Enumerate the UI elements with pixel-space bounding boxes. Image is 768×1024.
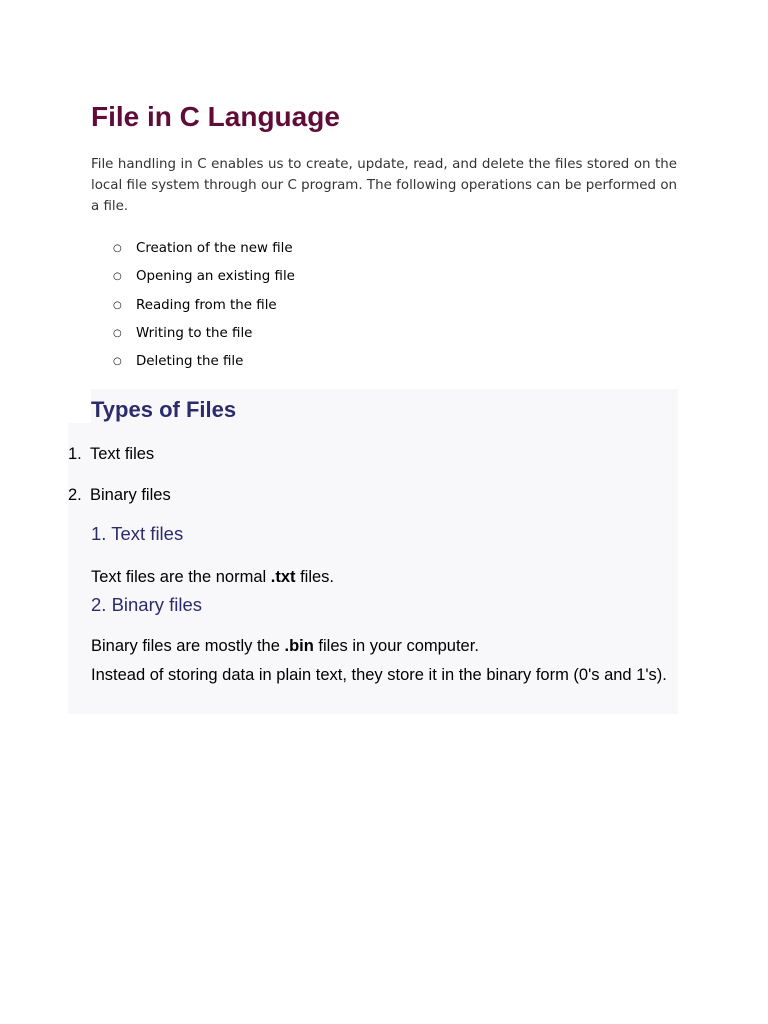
circle-bullet-icon: ○ bbox=[113, 271, 122, 283]
txt-extension: .txt bbox=[270, 568, 296, 586]
text-files-heading: 1. Text files bbox=[91, 523, 184, 544]
operations-list bbox=[91, 235, 677, 376]
intro-paragraph: File handling in C enables us to create, update, read, and delete the files stored on the local file system through our C program. The following operations can be performed on a file. bbox=[91, 157, 677, 214]
binary-files-heading: 2. Binary files bbox=[91, 594, 203, 615]
circle-bullet-icon: ○ bbox=[113, 299, 122, 311]
binary-files-description: Binary files are mostly the .bin files in your computer. bbox=[91, 637, 479, 655]
list-number: 2. bbox=[68, 485, 82, 504]
circle-bullet-icon: ○ bbox=[113, 327, 122, 339]
list-label: Binary files bbox=[90, 485, 171, 504]
types-heading: Types of Files bbox=[91, 397, 237, 422]
list-number: 1. bbox=[68, 445, 82, 463]
list-item: ○ Creation of the new file bbox=[91, 235, 677, 263]
list-item: ○ Opening an existing file bbox=[91, 263, 677, 291]
list-item: ○ Reading from the file bbox=[91, 292, 677, 320]
circle-bullet-icon: ○ bbox=[113, 356, 122, 368]
bin-extension: .bin bbox=[284, 637, 314, 655]
list-item: ○ Deleting the file bbox=[91, 348, 677, 376]
binary-files-detail: Instead of storing data in plain text, they store it in the binary form (0's and 1's). bbox=[91, 666, 667, 684]
page-title: File in C Language bbox=[91, 101, 340, 132]
circle-bullet-icon: ○ bbox=[113, 243, 122, 254]
text-files-description: Text files are the normal .txt files. bbox=[91, 568, 335, 586]
list-item: ○ Writing to the file bbox=[91, 320, 677, 348]
list-label: Text files bbox=[90, 445, 155, 463]
